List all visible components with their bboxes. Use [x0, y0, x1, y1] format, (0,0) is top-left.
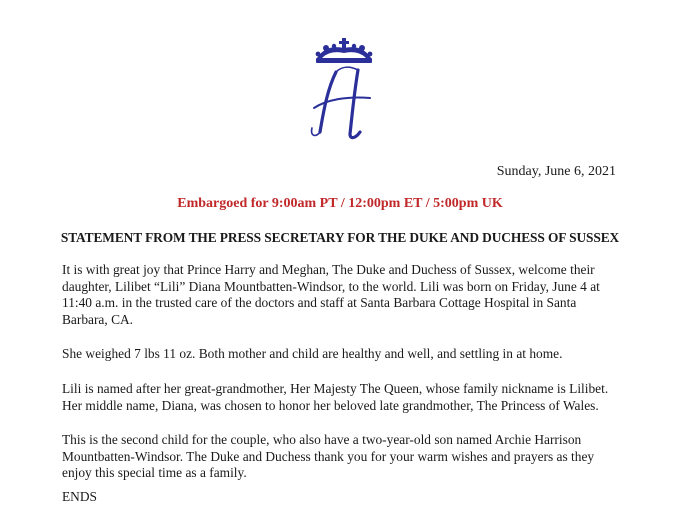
- paragraph-line: It is with great joy that Prince Harry and Meghan, The Duke and Duchess of Sussex, welcome their: [62, 262, 595, 277]
- release-date: Sunday, June 6, 2021: [496, 164, 616, 179]
- crown-icon: [316, 38, 373, 63]
- paragraph-line: Mountbatten-Windsor. The Duke and Duchess thank you for your warm wishes and prayers as they: [62, 448, 595, 464]
- paragraph-line: 11:40 a.m. in the trusted care of the doctors and staff at Santa Barbara Cottage Hospital in Santa: [62, 295, 577, 311]
- paragraph-line: daughter, Lilibet “Lili” Diana Mountbatten-Windsor, to the world. Lili was born on Friday, June 4 at: [62, 278, 600, 294]
- statement-heading: STATEMENT FROM THE PRESS SECRETARY FOR THE DUKE AND DUCHESS OF SUSSEX: [60, 230, 620, 245]
- paragraph-name-origin: [62, 381, 632, 414]
- statement-body: [62, 262, 632, 500]
- paragraph-line: enjoy this special time as a family.: [62, 465, 247, 481]
- paragraph-second-child: [62, 432, 632, 482]
- embargo-notice: Embargoed for 9:00am PT / 12:00pm ET / 5:00pm UK: [177, 196, 503, 211]
- ends-marker: ENDS: [62, 489, 97, 504]
- paragraph-weight: [62, 346, 632, 363]
- paragraph-line: She weighed 7 lbs 11 oz. Both mother and child are healthy and well, and settling in at home.: [62, 346, 563, 362]
- crown-monogram-logo: [306, 36, 382, 146]
- paragraph-line: Lili is named after her great-grandmother, Her Majesty The Queen, whose family nickname is Lilibet.: [62, 380, 609, 396]
- paragraph-line: Her middle name, Diana, was chosen to honor her beloved late grandmother, The Princess of Wales.: [62, 397, 599, 413]
- paragraph-line: This is the second child for the couple, who also have a two-year-old son named Archie Harrison: [62, 432, 582, 448]
- script-h-letter-icon: [312, 67, 370, 137]
- paragraph-line: Barbara, CA.: [62, 311, 134, 327]
- paragraph-birth-announcement: [62, 262, 632, 328]
